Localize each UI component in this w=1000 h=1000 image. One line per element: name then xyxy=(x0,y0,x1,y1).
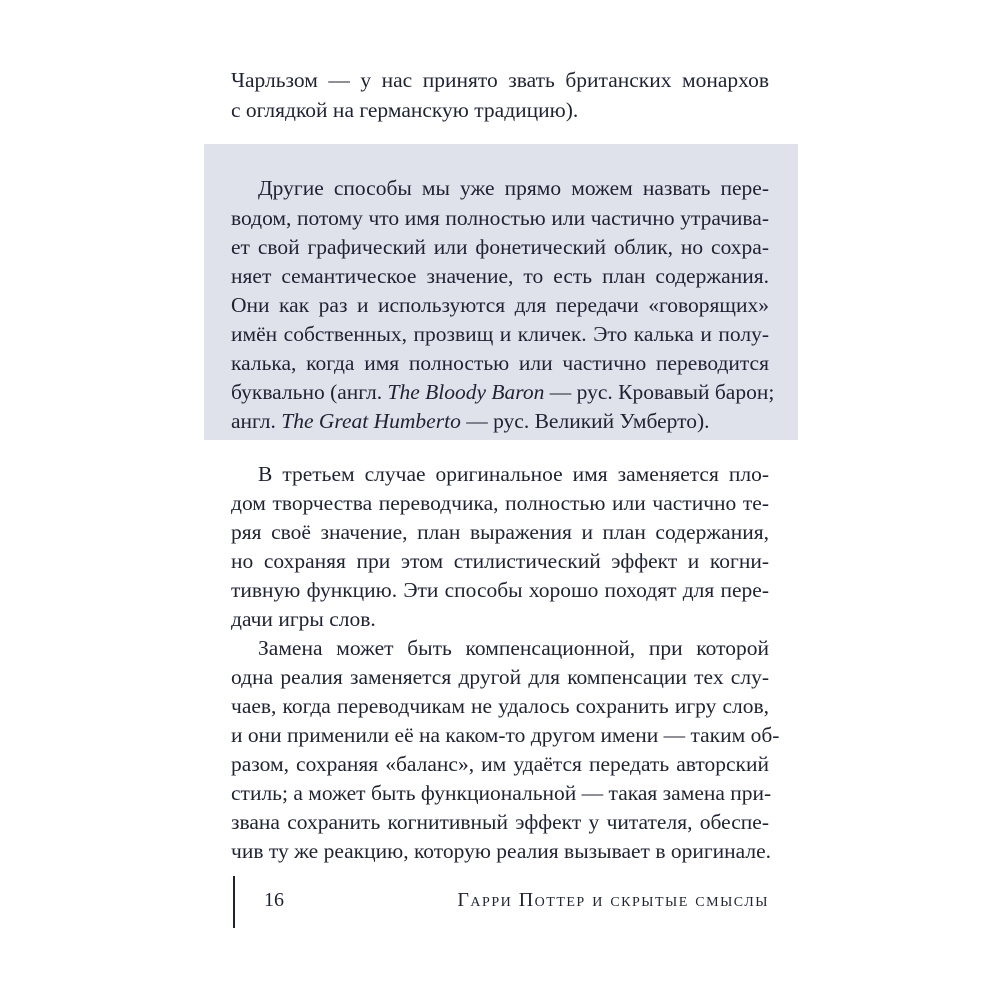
replacement-line-7: звана сохранить когнитивный эффект у читателя, обеспе- xyxy=(231,810,769,834)
callout-line-5: Они как раз и используются для передачи «говорящих» xyxy=(231,293,769,317)
third-case-line-4: но сохраняя при этом стилистический эффект и когни- xyxy=(231,549,769,573)
replacement-line-2: одна реалия заменяется другой для компенсации тех слу- xyxy=(231,665,769,689)
third-case-line-1: В третьем случае оригинальное имя заменяется пло- xyxy=(258,462,769,486)
running-title: Гарри Поттер и скрытые смыслы xyxy=(457,889,769,911)
callout-line-4: няет семантическое значение, то есть план содержания. xyxy=(231,264,769,288)
replacement-line-5: разом, сохраняя «баланс», им удаётся передать авторский xyxy=(231,752,769,776)
callout-line-3: ет свой графический или фонетический облик, но сохра- xyxy=(231,235,769,259)
replacement-line-3: чаев, когда переводчикам не удалось сохранить игру слов, xyxy=(231,694,769,718)
third-case-line-3: ряя своё значение, план выражения и план содержания, xyxy=(231,520,769,544)
intro-line-2: с оглядкой на германскую традицию). xyxy=(231,98,579,122)
footer-divider xyxy=(233,876,235,928)
callout-line-9: англ. The Great Humberto — рус. Великий Умберто). xyxy=(231,409,710,433)
third-case-line-6: дачи игры слов. xyxy=(231,607,376,631)
replacement-line-4: и они применили её на каком-то другом имени — таким об- xyxy=(231,723,780,747)
third-case-line-5: тивную функцию. Эти способы хорошо походят для пере- xyxy=(231,578,769,602)
replacement-line-8: чив ту же реакцию, которую реалия вызывает в оригинале. xyxy=(231,839,772,863)
replacement-line-1: Замена может быть компенсационной, при которой xyxy=(258,636,769,660)
callout-line-1: Другие способы мы уже прямо можем назвать пере- xyxy=(258,176,769,200)
english-name-bloody-baron: The Bloody Baron xyxy=(387,380,545,404)
callout-line-7: калька, когда имя полностью или частично переводится xyxy=(231,351,769,375)
third-case-line-2: дом творчества переводчика, полностью или частично те- xyxy=(231,491,769,515)
callout-line-6: имён собственных, прозвищ и кличек. Это калька и полу- xyxy=(231,322,769,346)
callout-line-8: буквально (англ. The Bloody Baron — рус. Кровавый барон; xyxy=(231,380,775,404)
intro-line-1: Чарльзом — у нас принято звать британских монархов xyxy=(231,68,769,92)
callout-line-2: водом, потому что имя полностью или частично утрачива- xyxy=(231,206,769,230)
page-number: 16 xyxy=(264,889,284,911)
english-name-great-humberto: The Great Humberto xyxy=(281,409,461,433)
replacement-line-6: стиль; а может быть функциональной — такая замена при- xyxy=(231,781,772,805)
